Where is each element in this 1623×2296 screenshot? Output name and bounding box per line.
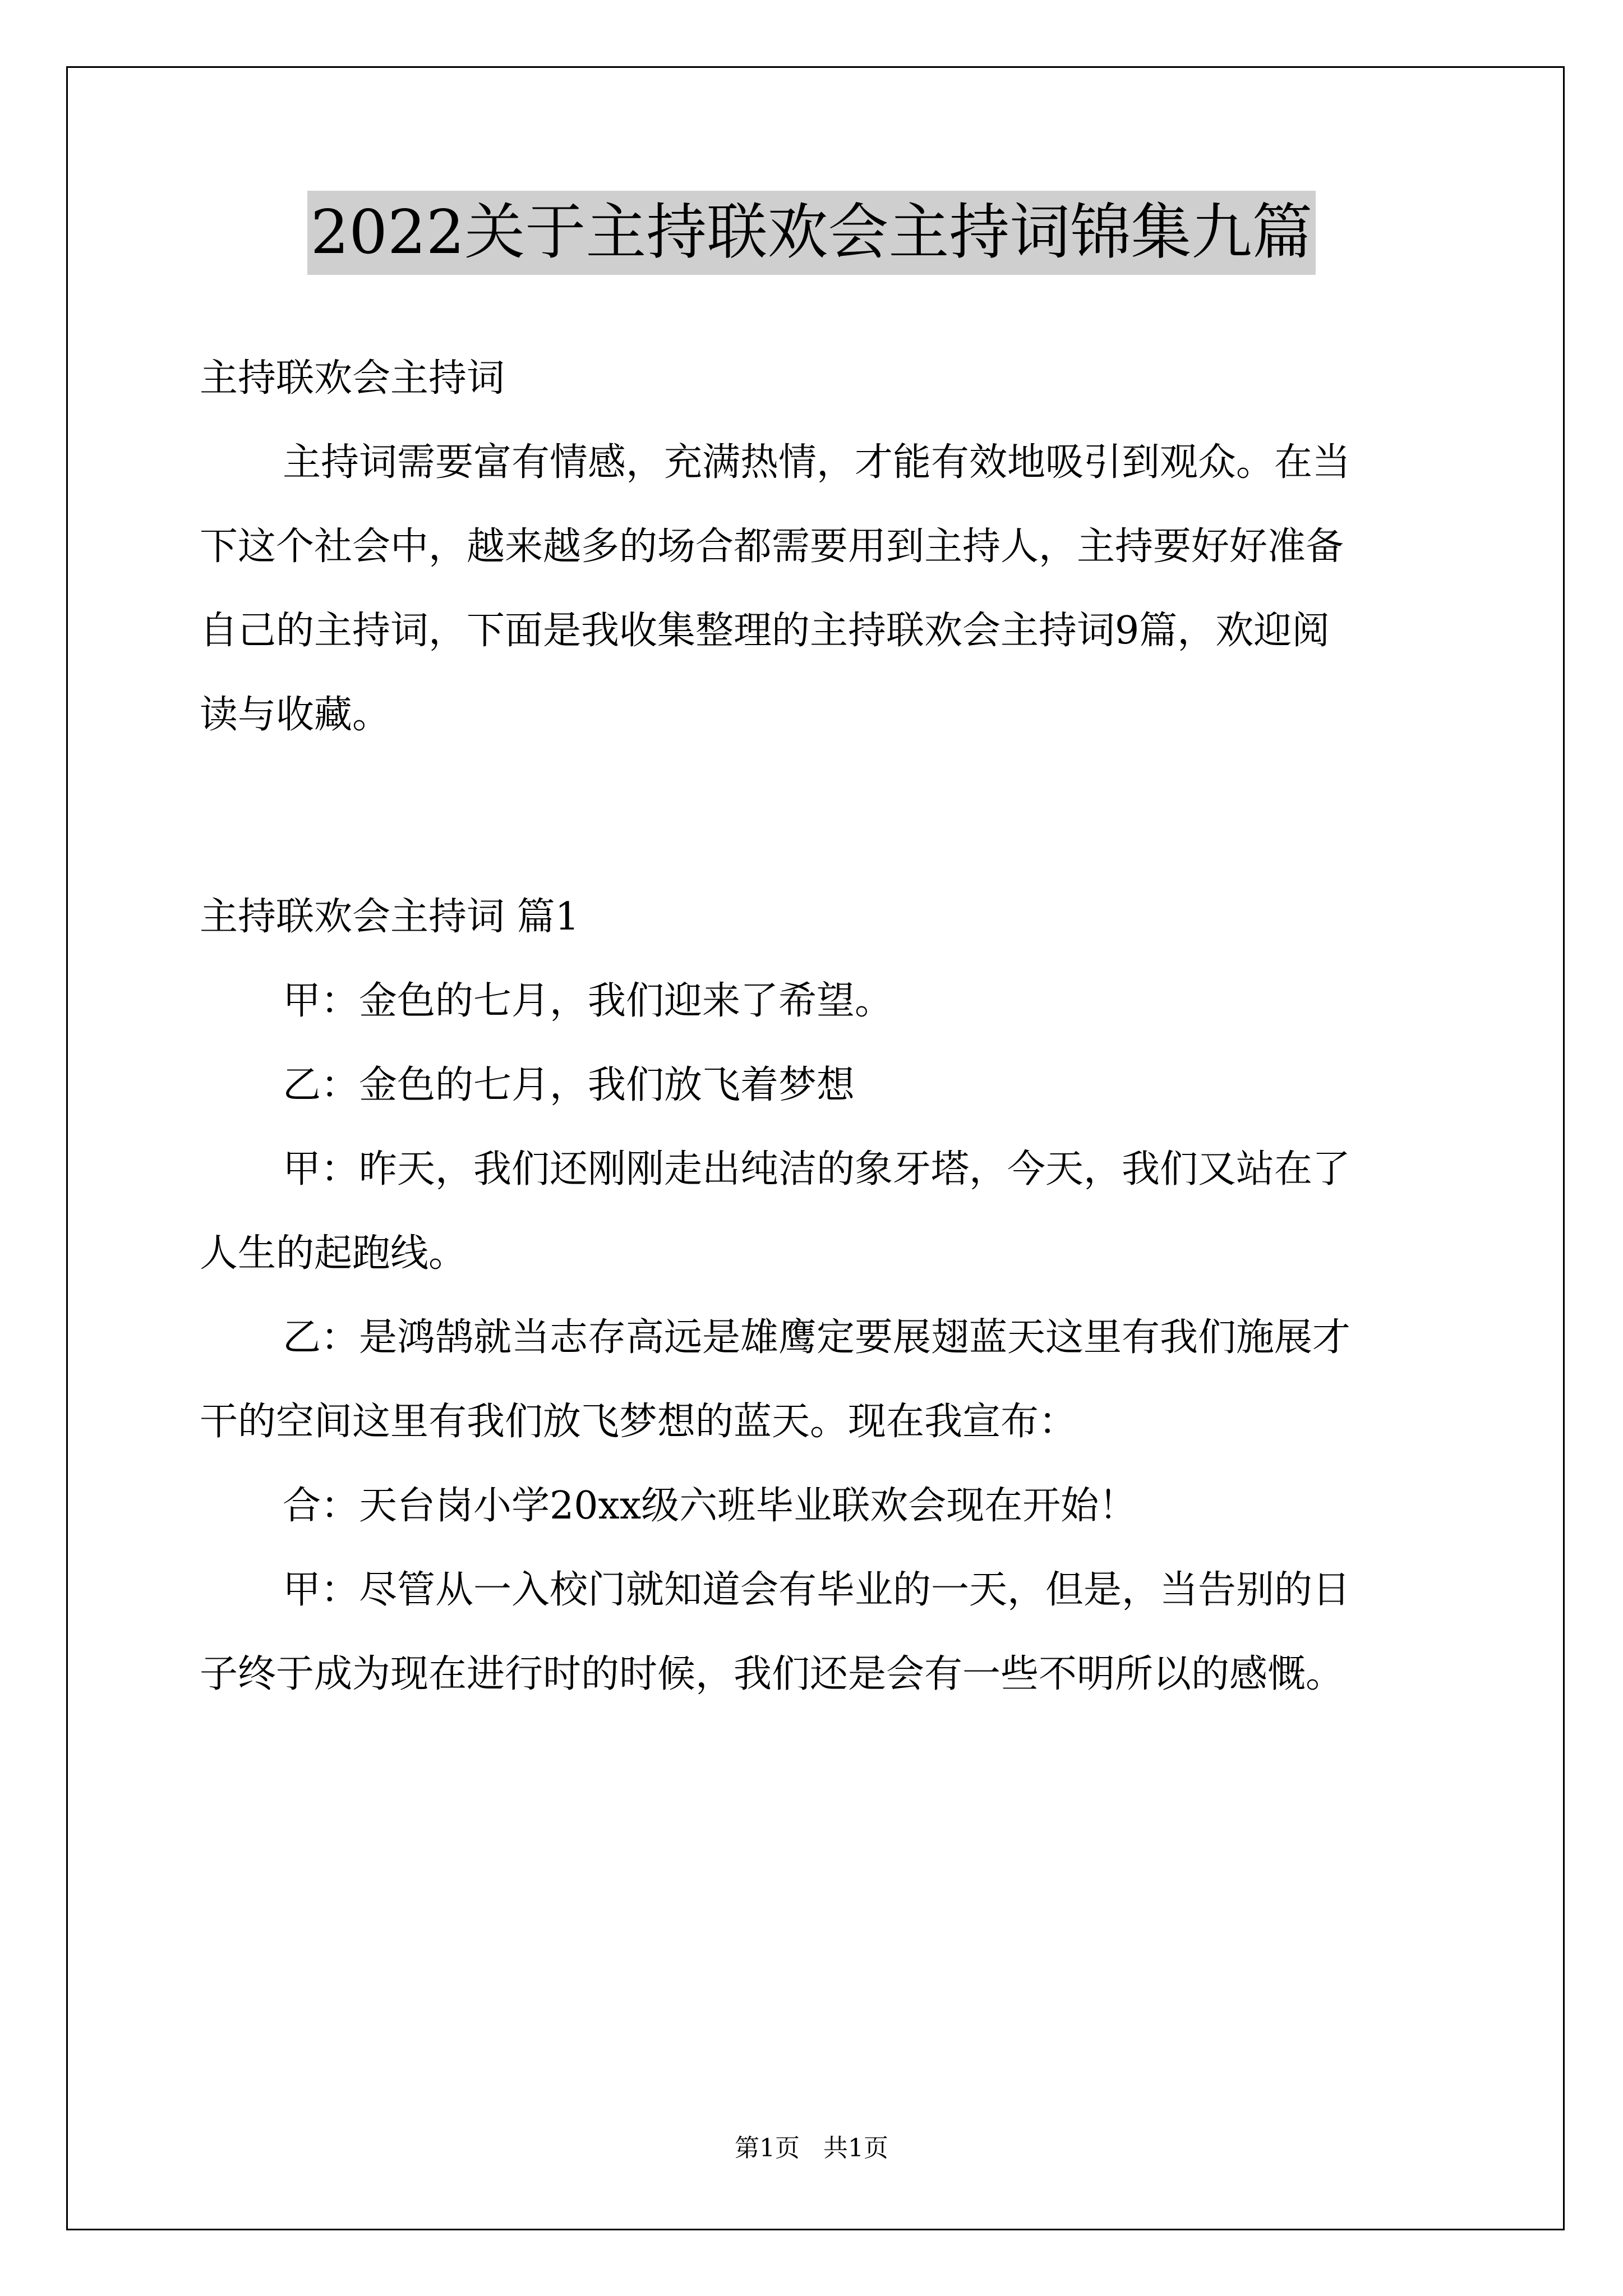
page-number: 第1页 [735,2134,800,2162]
dialogue-line: 甲：尽管从一入校门就知道会有毕业的一天，但是，当告别的日 [283,1568,1351,1612]
page-total: 共1页 [823,2134,888,2162]
intro-paragraph-line: 下这个社会中，越来越多的场合都需要用到主持人，主持要好好准备 [200,524,1344,569]
dialogue-line: 甲：昨天，我们还刚刚走出纯洁的象牙塔，今天，我们又站在了 [283,1147,1351,1191]
dialogue-line: 人生的起跑线。 [200,1231,467,1276]
dialogue-line: 合：天台岗小学20xx级六班毕业联欢会现在开始！ [283,1484,1137,1528]
section-body [200,959,1439,1717]
intro-paragraph-line: 主持词需要富有情感，充满热情，才能有效地吸引到观众。在当 [283,440,1351,485]
page-footer [0,2132,1623,2165]
title-container [0,191,1623,275]
dialogue-line: 干的空间这里有我们放飞梦想的蓝天。现在我宣布： [200,1400,1077,1444]
intro-paragraph-line: 读与收藏。 [200,693,391,737]
intro-heading: 主持联欢会主持词 [200,356,505,401]
dialogue-line: 乙：是鸿鹄就当志存高远是雄鹰定要展翅蓝天这里有我们施展才 [283,1315,1351,1360]
section-gap [200,757,1439,875]
document-title: 2022关于主持联欢会主持词锦集九篇 [307,191,1316,275]
intro-paragraph-line: 自己的主持词，下面是我收集整理的主持联欢会主持词9篇，欢迎阅 [200,609,1330,653]
dialogue-line: 子终于成为现在进行时的时候，我们还是会有一些不明所以的感慨。 [200,1652,1344,1696]
dialogue-line: 甲：金色的七月，我们迎来了希望。 [283,979,893,1023]
document-body [200,337,1439,1717]
dialogue-line: 乙：金色的七月，我们放飞着梦想 [283,1063,855,1107]
section-heading: 主持联欢会主持词 篇1 [200,895,579,939]
